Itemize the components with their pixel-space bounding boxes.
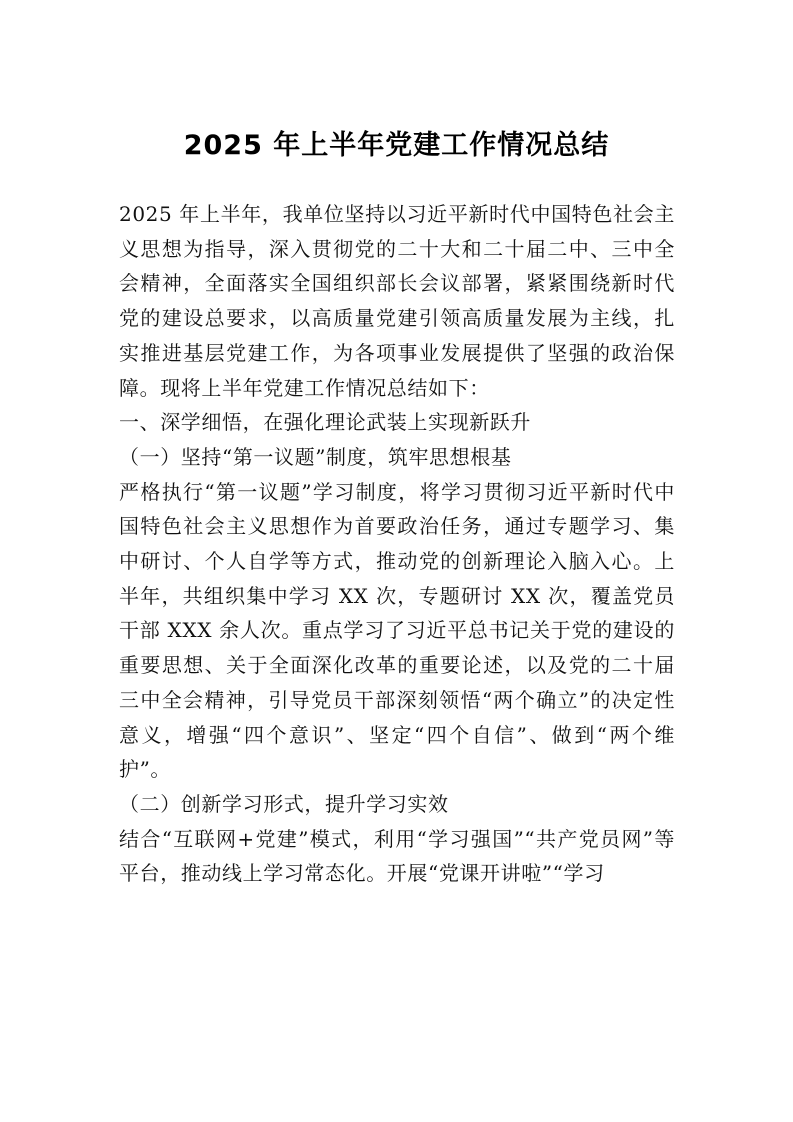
document-title: 2025 年上半年党建工作情况总结	[183, 130, 610, 161]
subsection-2-heading: （二）创新学习形式，提升学习实效	[119, 791, 449, 816]
subsection-1-paragraph: 严格执行“第一议题”学习制度，将学习贯彻习近平新时代中国特色社会主义思想作为首要政治任务，通过专题学习、集中研讨、个人自学等方式，推动党的创新理论入脑入心。上半年，共组织集中学习 XX 次，专题研讨 XX 次，覆盖党员干部 XXX 余人次。重点学习了习近平总书记关于党的建设的重要思想、关于全面深化改革的重要论述，以及党的二十届三中全会精神，引导党员干部深刻领悟“两个确立”的决定性意义，增强“四个意识”、坚定“四个自信”、做到“两个维护”。	[119, 479, 675, 782]
document-body	[119, 197, 675, 891]
subsection-2-paragraph: 结合“互联网+党建”模式，利用“学习强国”“共产党员网”等平台，推动线上学习常态化。开展“党课开讲啦”“学习	[119, 826, 675, 886]
intro-paragraph: 2025 年上半年，我单位坚持以习近平新时代中国特色社会主义思想为指导，深入贯彻党的二十大和二十届二中、三中全会精神，全面落实全国组织部长会议部署，紧紧围绕新时代党的建设总要求，以高质量党建引领高质量发展为主线，扎实推进基层党建工作，为各项事业发展提供了坚强的政治保障。现将上半年党建工作情况总结如下：	[119, 202, 675, 400]
subsection-1-heading: （一）坚持“第一议题”制度，筑牢思想根基	[119, 444, 512, 469]
section-1-heading: 一、深学细悟，在强化理论武装上实现新跃升	[119, 410, 531, 435]
